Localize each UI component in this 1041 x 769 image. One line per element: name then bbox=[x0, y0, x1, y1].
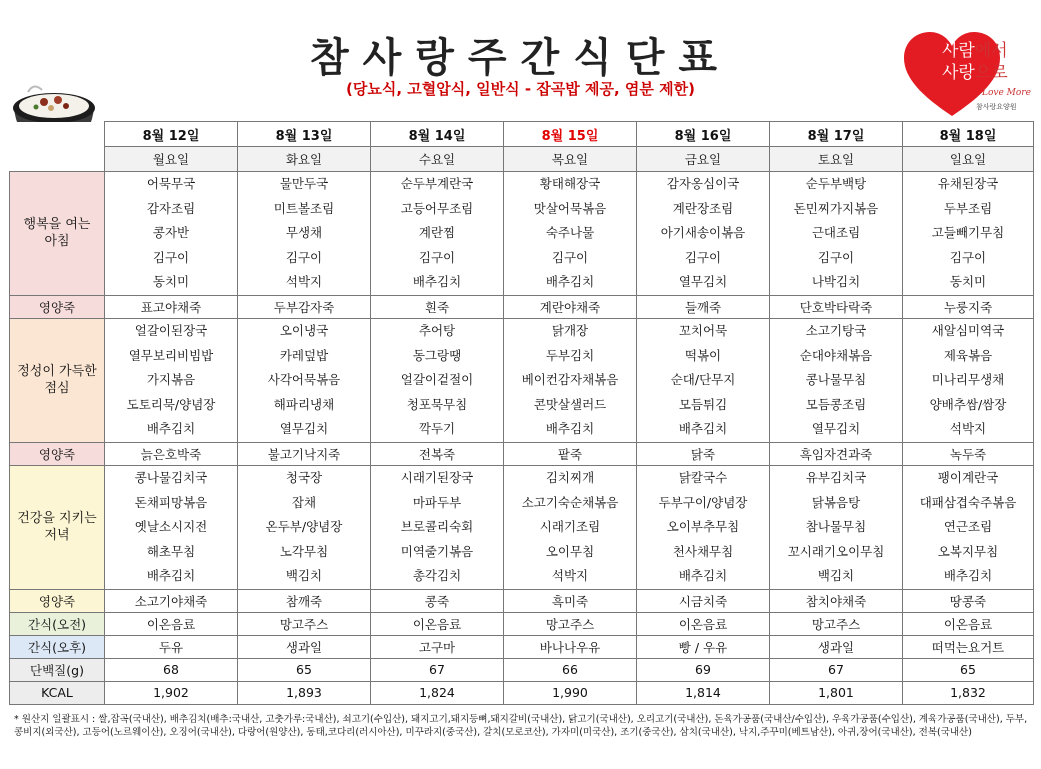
menu-item: 가지볶음 bbox=[146, 372, 196, 388]
porridge-cell: 흑미죽 bbox=[504, 589, 637, 612]
kcal-cell: 1,832 bbox=[903, 681, 1034, 704]
category-kcal: KCAL bbox=[10, 681, 105, 704]
menu-item: 감자조림 bbox=[146, 200, 196, 216]
snack_am-cell: 망고주스 bbox=[770, 612, 903, 635]
menu-item: 콩나물김치국 bbox=[134, 469, 208, 485]
origin-footnote: * 원산지 일괄표시 : 쌀,잡곡(국내산), 배추김치(배추:국내산, 고춧가루:국내산), 쇠고기(수입산), 돼지고기,돼지등뼈,돼지갈비(국내산), 닭고기(국내산), 오리고기(국내산), 돈육가공품(국내산/수입산), 우육가공품(수입산), 계육가공품(국내산), 두부, 콩비지(외국산), 고등어(노르웨이산), 오징어(국내산), 다랑어(원양산), 동태,코다리(러시아산), 미꾸라지(중국산), 갈치(모로코산), 가자미(미국산), 조기(중국산), 삼치(국내산), 낙지,주꾸미(베트남산), 아귀,장어(국내산), 전복(국내산) bbox=[14, 714, 1028, 738]
kcal-cell: 1,814 bbox=[637, 681, 770, 704]
day-date: 8월 14일 bbox=[371, 122, 504, 147]
day-weekday: 금요일 bbox=[637, 147, 770, 172]
menu-item: 나박김치 bbox=[811, 274, 861, 290]
menu-item: 콩자반 bbox=[152, 225, 190, 241]
menu-item: 아기새송이볶음 bbox=[660, 225, 746, 241]
day-weekday: 수요일 bbox=[371, 147, 504, 172]
logo-text-1b: 에서 bbox=[974, 41, 1008, 61]
menu-item: 황태해장국 bbox=[539, 176, 601, 191]
menu-item: 닭칼국수 bbox=[678, 469, 728, 485]
category-protein: 단백질(g) bbox=[10, 658, 105, 681]
day-date: 8월 12일 bbox=[105, 122, 238, 147]
menu-item: 시래기된장국 bbox=[400, 469, 474, 485]
menu-item: 무생채 bbox=[285, 225, 323, 241]
menu-cell bbox=[504, 172, 637, 296]
menu-item: 총각김치 bbox=[412, 568, 462, 584]
menu-item: 돈민찌가지볶음 bbox=[793, 200, 879, 216]
menu-item: 추어탕 bbox=[418, 322, 456, 338]
menu-item: 배추김치 bbox=[943, 568, 993, 584]
menu-item: 오이냉국 bbox=[279, 322, 329, 338]
menu-cell bbox=[371, 172, 504, 296]
day-date: 8월 16일 bbox=[637, 122, 770, 147]
menu-item: 미나리무생채 bbox=[931, 372, 1005, 388]
lunch-row bbox=[10, 318, 1034, 442]
category-porridge: 영양죽 bbox=[10, 442, 105, 465]
menu-item: 소고기숙순채볶음 bbox=[521, 494, 619, 510]
menu-item: 두부구이/양념장 bbox=[658, 494, 748, 510]
protein-cell: 67 bbox=[770, 658, 903, 681]
menu-item: 닭개장 bbox=[551, 322, 589, 338]
menu-item: 계란장조림 bbox=[672, 200, 734, 216]
menu-item: 옛날소시지전 bbox=[134, 519, 208, 535]
menu-item: 물만두국 bbox=[279, 176, 329, 191]
menu-item: 깍두기 bbox=[418, 421, 456, 437]
menu-item: 고등어무조림 bbox=[400, 200, 474, 216]
breakfast-porridge-row bbox=[10, 295, 1034, 318]
weekly-menu-table bbox=[9, 121, 1034, 705]
porridge-cell: 단호박타락죽 bbox=[770, 295, 903, 318]
snack_pm-cell: 두유 bbox=[105, 635, 238, 658]
porridge-cell: 시금치죽 bbox=[637, 589, 770, 612]
menu-item: 브로콜리숙회 bbox=[400, 519, 474, 535]
porridge-cell: 소고기야채죽 bbox=[105, 589, 238, 612]
menu-item: 백김치 bbox=[285, 568, 323, 584]
menu-item: 고들빼기무침 bbox=[931, 225, 1005, 241]
porridge-cell: 두부감자죽 bbox=[238, 295, 371, 318]
lunch-porridge-row bbox=[10, 442, 1034, 465]
snack_am-cell: 이온음료 bbox=[903, 612, 1034, 635]
menu-item: 해초무침 bbox=[146, 543, 196, 559]
snack_pm-cell: 떠먹는요거트 bbox=[903, 635, 1034, 658]
menu-item: 동치미 bbox=[152, 274, 190, 290]
menu-item: 감자옹심이국 bbox=[666, 176, 740, 191]
menu-cell bbox=[105, 465, 238, 589]
menu-item: 모듬튀김 bbox=[678, 396, 728, 412]
menu-cell bbox=[637, 318, 770, 442]
menu-cell bbox=[770, 465, 903, 589]
porridge-cell: 참깨죽 bbox=[238, 589, 371, 612]
menu-item: 석박지 bbox=[285, 274, 323, 290]
menu-item: 닭볶음탕 bbox=[811, 494, 861, 510]
menu-item: 계란찜 bbox=[418, 225, 456, 241]
menu-cell bbox=[903, 318, 1034, 442]
kcal-cell: 1,902 bbox=[105, 681, 238, 704]
menu-item: 배추김치 bbox=[146, 421, 196, 437]
menu-cell bbox=[770, 318, 903, 442]
menu-item: 김구이 bbox=[684, 249, 722, 265]
menu-cell bbox=[105, 172, 238, 296]
menu-item: 청포묵무침 bbox=[406, 396, 468, 412]
menu-item: 순대/단무지 bbox=[670, 372, 736, 388]
menu-item: 김구이 bbox=[418, 249, 456, 265]
day-weekday: 토요일 bbox=[770, 147, 903, 172]
menu-item: 열무보리비빔밥 bbox=[128, 347, 214, 363]
menu-cell bbox=[238, 318, 371, 442]
category-snack-pm: 간식(오후) bbox=[10, 635, 105, 658]
menu-item: 순두부계란국 bbox=[400, 176, 474, 191]
day-date: 8월 18일 bbox=[903, 122, 1034, 147]
menu-item: 얼갈이된장국 bbox=[134, 322, 208, 338]
porridge-cell: 흰죽 bbox=[371, 295, 504, 318]
menu-item: 꼬치어묵 bbox=[678, 322, 728, 338]
protein-cell: 65 bbox=[238, 658, 371, 681]
kcal-cell: 1,893 bbox=[238, 681, 371, 704]
protein-cell: 69 bbox=[637, 658, 770, 681]
porridge-cell: 누룽지죽 bbox=[903, 295, 1034, 318]
menu-item: 오복지무침 bbox=[937, 543, 999, 559]
menu-cell bbox=[903, 465, 1034, 589]
menu-item: 석박지 bbox=[551, 568, 589, 584]
menu-item: 마파두부 bbox=[412, 494, 462, 510]
snack_am-cell: 이온음료 bbox=[105, 612, 238, 635]
day-date: 8월 17일 bbox=[770, 122, 903, 147]
snack_am-cell: 이온음료 bbox=[371, 612, 504, 635]
menu-item: 근대조림 bbox=[811, 225, 861, 241]
menu-item: 참나물무침 bbox=[805, 519, 867, 535]
menu-item: 오이부추무침 bbox=[666, 519, 740, 535]
menu-item: 청국장 bbox=[285, 469, 323, 485]
menu-item: 사각어묵볶음 bbox=[267, 372, 341, 388]
menu-item: 김구이 bbox=[152, 249, 190, 265]
snack_pm-cell: 빵 / 우유 bbox=[637, 635, 770, 658]
menu-item: 숙주나물 bbox=[545, 225, 595, 241]
day-date: 8월 13일 bbox=[238, 122, 371, 147]
protein-cell: 66 bbox=[504, 658, 637, 681]
menu-item: 어묵무국 bbox=[146, 176, 196, 191]
day-weekday: 월요일 bbox=[105, 147, 238, 172]
menu-item: 모듬콩조림 bbox=[805, 396, 867, 412]
menu-cell bbox=[238, 465, 371, 589]
menu-cell bbox=[371, 318, 504, 442]
menu-item: 새알심미역국 bbox=[931, 322, 1005, 338]
menu-cell bbox=[105, 318, 238, 442]
menu-item: 배추김치 bbox=[545, 421, 595, 437]
menu-cell bbox=[504, 318, 637, 442]
menu-item: 콩나물무침 bbox=[805, 372, 867, 388]
menu-item: 미트볼조림 bbox=[273, 200, 335, 216]
menu-item: 열무김치 bbox=[678, 274, 728, 290]
menu-item: 해파리냉채 bbox=[273, 396, 335, 412]
page-subtitle: (당뇨식, 고혈압식, 일반식 - 잡곡밥 제공, 염분 제한) bbox=[346, 80, 695, 98]
porridge-cell: 콩죽 bbox=[371, 589, 504, 612]
menu-item: 시래기조림 bbox=[539, 519, 601, 535]
menu-item: 오이무침 bbox=[545, 543, 595, 559]
kcal-cell: 1,801 bbox=[770, 681, 903, 704]
snack-am-row bbox=[10, 612, 1034, 635]
menu-item: 배추김치 bbox=[146, 568, 196, 584]
category-dinner: 건강을 지키는 저녁 bbox=[10, 465, 105, 589]
menu-item: 배추김치 bbox=[545, 274, 595, 290]
menu-item: 맛살어묵볶음 bbox=[533, 200, 607, 216]
day-date-holiday: 8월 15일 bbox=[504, 122, 637, 147]
menu-cell bbox=[371, 465, 504, 589]
menu-item: 유채된장국 bbox=[937, 176, 999, 191]
menu-cell bbox=[770, 172, 903, 296]
menu-item: 김치찌개 bbox=[545, 469, 595, 485]
menu-item: 제육볶음 bbox=[943, 347, 993, 363]
menu-item: 배추김치 bbox=[678, 421, 728, 437]
kcal-cell: 1,990 bbox=[504, 681, 637, 704]
menu-item: 콘맛살샐러드 bbox=[533, 396, 607, 412]
dinner-porridge-row bbox=[10, 589, 1034, 612]
logo-org: 참사랑요양원 bbox=[976, 103, 1017, 111]
menu-item: 꼬시래기오이무침 bbox=[787, 543, 885, 559]
logo-text-2a: 사랑 bbox=[942, 63, 975, 83]
menu-item: 돈채피망볶음 bbox=[134, 494, 208, 510]
menu-item: 소고기탕국 bbox=[805, 322, 867, 338]
category-lunch: 정성이 가득한 점심 bbox=[10, 318, 105, 442]
menu-item: 떡볶이 bbox=[684, 347, 722, 363]
menu-item: 양배추쌈/쌈장 bbox=[929, 396, 1007, 412]
category-snack-am: 간식(오전) bbox=[10, 612, 105, 635]
porridge-cell: 전복죽 bbox=[371, 442, 504, 465]
snack_pm-cell: 생과일 bbox=[770, 635, 903, 658]
menu-item: 베이컨감자채볶음 bbox=[521, 372, 619, 388]
kcal-row bbox=[10, 681, 1034, 704]
porridge-cell: 땅콩죽 bbox=[903, 589, 1034, 612]
menu-item: 배추김치 bbox=[678, 568, 728, 584]
menu-item: 잡채 bbox=[291, 494, 317, 510]
menu-item: 얼갈이겉절이 bbox=[400, 372, 474, 388]
menu-item: 동치미 bbox=[949, 274, 987, 290]
snack_am-cell: 망고주스 bbox=[504, 612, 637, 635]
category-porridge: 영양죽 bbox=[10, 589, 105, 612]
menu-item: 김구이 bbox=[551, 249, 589, 265]
menu-item: 두부김치 bbox=[545, 347, 595, 363]
porridge-cell: 계란야채죽 bbox=[504, 295, 637, 318]
menu-item: 미역줄기볶음 bbox=[400, 543, 474, 559]
day-weekday: 목요일 bbox=[504, 147, 637, 172]
menu-item: 김구이 bbox=[817, 249, 855, 265]
logo-text-1a: 사람 bbox=[942, 41, 975, 61]
menu-item: 천사채무침 bbox=[672, 543, 734, 559]
menu-item: 순두부백탕 bbox=[805, 176, 867, 191]
porridge-cell: 닭죽 bbox=[637, 442, 770, 465]
menu-item: 대패삼겹숙주볶음 bbox=[919, 494, 1017, 510]
snack_pm-cell: 고구마 bbox=[371, 635, 504, 658]
menu-item: 연근조림 bbox=[943, 519, 993, 535]
porridge-cell: 흑임자견과죽 bbox=[770, 442, 903, 465]
porridge-cell: 불고기낙지죽 bbox=[238, 442, 371, 465]
category-porridge: 영양죽 bbox=[10, 295, 105, 318]
love-more-logo bbox=[902, 30, 1032, 118]
protein-cell: 68 bbox=[105, 658, 238, 681]
weekday-header-row bbox=[10, 147, 1034, 172]
menu-item: 유부김치국 bbox=[805, 469, 867, 485]
menu-item: 동그랑땡 bbox=[412, 347, 462, 363]
porridge-cell: 표고야채죽 bbox=[105, 295, 238, 318]
snack_pm-cell: 생과일 bbox=[238, 635, 371, 658]
porridge-cell: 녹두죽 bbox=[903, 442, 1034, 465]
protein-row bbox=[10, 658, 1034, 681]
dinner-row bbox=[10, 465, 1034, 589]
day-weekday: 일요일 bbox=[903, 147, 1034, 172]
menu-item: 도토리묵/양념장 bbox=[126, 396, 216, 412]
protein-cell: 65 bbox=[903, 658, 1034, 681]
corner-blank bbox=[10, 122, 105, 172]
menu-cell bbox=[637, 465, 770, 589]
snack_pm-cell: 바나나우유 bbox=[504, 635, 637, 658]
protein-cell: 67 bbox=[371, 658, 504, 681]
porridge-cell: 들깨죽 bbox=[637, 295, 770, 318]
snack_am-cell: 이온음료 bbox=[637, 612, 770, 635]
logo-text-2b: 으로 bbox=[974, 63, 1008, 83]
menu-cell bbox=[238, 172, 371, 296]
menu-item: 김구이 bbox=[285, 249, 323, 265]
snack-pm-row bbox=[10, 635, 1034, 658]
breakfast-row bbox=[10, 172, 1034, 296]
menu-item: 열무김치 bbox=[279, 421, 329, 437]
menu-item: 김구이 bbox=[949, 249, 987, 265]
page-title: 참사랑주간식단표 bbox=[309, 35, 732, 81]
menu-item: 순대야채볶음 bbox=[799, 347, 873, 363]
snack_am-cell: 망고주스 bbox=[238, 612, 371, 635]
menu-item: 석박지 bbox=[949, 421, 987, 437]
menu-item: 팽이계란국 bbox=[937, 469, 999, 485]
logo-tagline: Love More bbox=[982, 88, 1031, 98]
menu-cell bbox=[903, 172, 1034, 296]
menu-item: 백김치 bbox=[817, 568, 855, 584]
kcal-cell: 1,824 bbox=[371, 681, 504, 704]
menu-item: 온두부/양념장 bbox=[265, 519, 343, 535]
porridge-cell: 늙은호박죽 bbox=[105, 442, 238, 465]
category-breakfast: 행복을 여는 아침 bbox=[10, 172, 105, 296]
day-weekday: 화요일 bbox=[238, 147, 371, 172]
menu-item: 두부조림 bbox=[943, 200, 993, 216]
menu-cell bbox=[504, 465, 637, 589]
menu-item: 카레덮밥 bbox=[279, 347, 329, 363]
porridge-cell: 팥죽 bbox=[504, 442, 637, 465]
date-header-row bbox=[10, 122, 1034, 147]
menu-item: 열무김치 bbox=[811, 421, 861, 437]
menu-item: 배추김치 bbox=[412, 274, 462, 290]
porridge-cell: 참치야채죽 bbox=[770, 589, 903, 612]
menu-cell bbox=[637, 172, 770, 296]
menu-item: 노각무침 bbox=[279, 543, 329, 559]
